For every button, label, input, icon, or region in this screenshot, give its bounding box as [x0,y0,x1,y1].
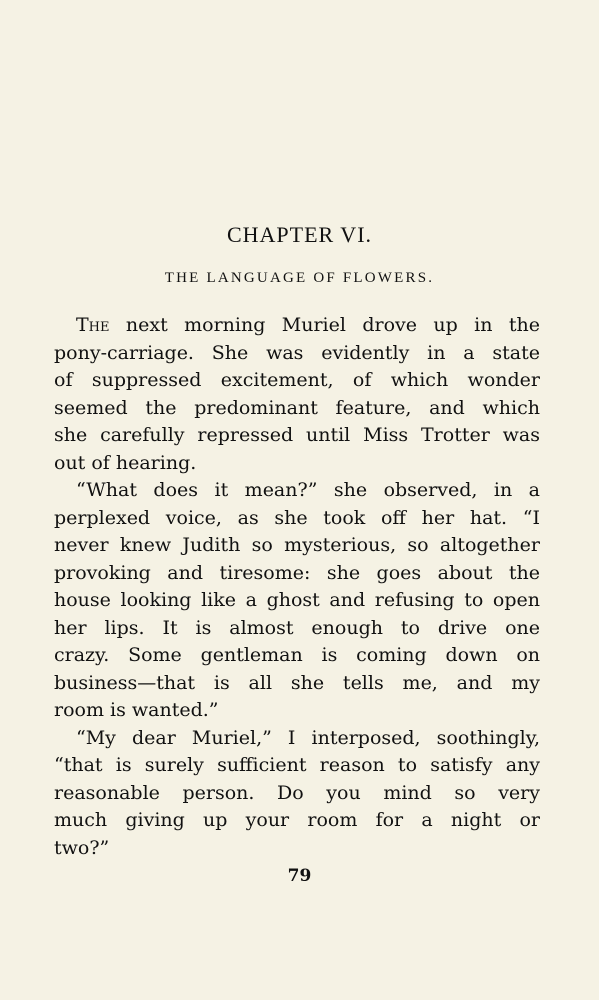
text-line: seemed the predominant feature, and which [54,396,540,419]
text-line: reasonable person. Do you mind so very [54,781,540,804]
text-line [54,312,540,340]
text-line: of suppressed excitement, of which wonder [54,369,540,391]
text-line: business—that is all she tells me, and my [54,671,540,694]
text-line: her lips. It is almost enough to drive one [54,616,540,639]
text-line: much giving up your room for a night or [54,809,540,831]
text-line: she carefully repressed until Miss Trotter was [54,424,540,446]
text-line: “My dear Muriel,” I interposed, soothingly, [76,726,540,749]
first-word: The [76,314,110,336]
text-line: “What does it mean?” she observed, in a [76,479,540,501]
text-line: crazy. Some gentleman is coming down on [54,644,540,666]
text-line: house looking like a ghost and refusing to open [54,589,540,611]
text-line: out of hearing. [54,451,197,474]
line-text: next morning Muriel drove up in the [109,314,540,336]
page-number: 79 [287,866,312,886]
chapter-title: CHAPTER VI. [226,222,373,247]
text-line: provoking and tiresome: she goes about the [54,561,540,584]
text-line: room is wanted.” [54,699,219,721]
text-line: “that is surely sufficient reason to satisfy any [54,754,540,776]
text-line: two?” [54,836,110,859]
text-line: pony-carriage. She was evidently in a state [54,341,540,364]
body-text [54,312,540,862]
chapter-subtitle: THE LANGUAGE OF FLOWERS. [164,270,435,286]
text-line: never knew Judith so mysterious, so altogether [54,534,540,556]
text-line: perplexed voice, as she took off her hat. “I [54,506,540,529]
